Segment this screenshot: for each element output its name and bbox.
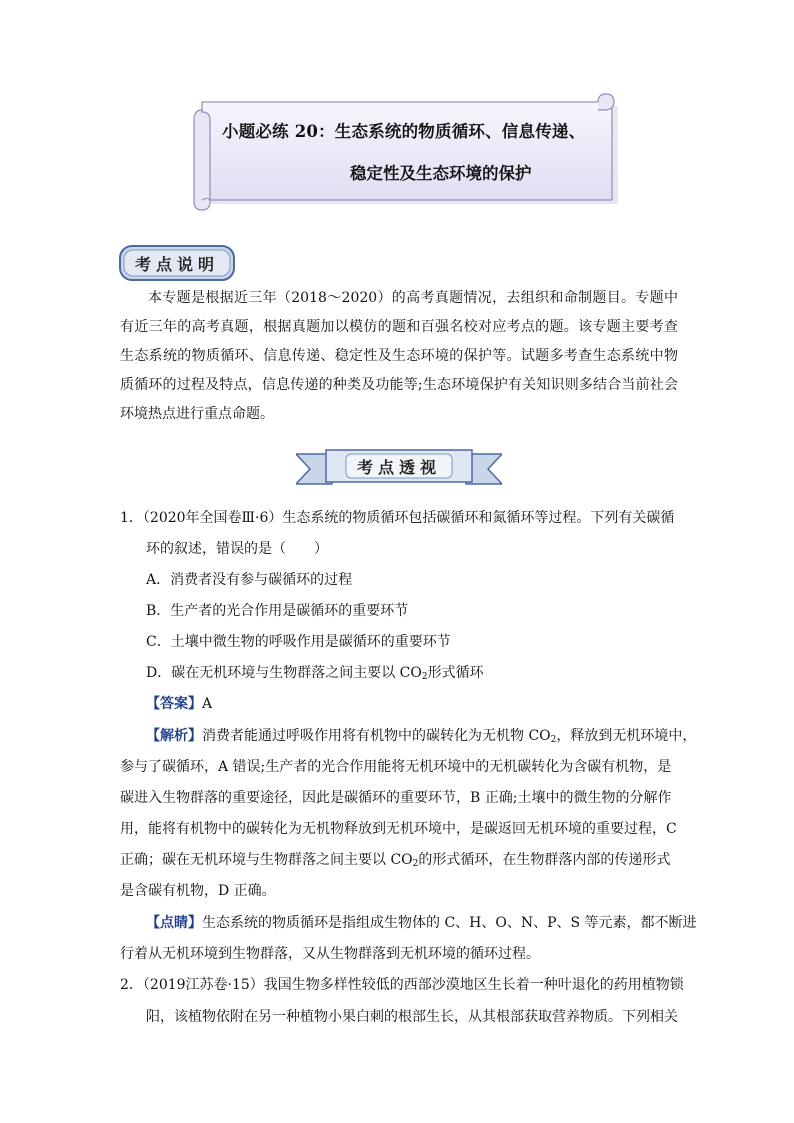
question1-analysis-line6: 是含碳有机物，D 正确。 bbox=[120, 883, 276, 899]
question1-analysis-line3: 碳进入生物群落的重要途径，因此是碳循环的重要环节，B 正确;土壤中的微生物的分解作 bbox=[120, 790, 672, 806]
answer-label: 【答案】 bbox=[146, 696, 202, 712]
question1-tip-line1: 【点睛】生态系统的物质循环是指组成生物体的 C、H、O、N、P、S 等元素，都不断进 bbox=[146, 915, 697, 931]
question1-analysis-line4: 用，能将有机物中的碳转化为无机物释放到无机环境中，是碳返回无机环境的重要过程，C bbox=[120, 821, 677, 837]
answer-value: A bbox=[202, 696, 213, 712]
question1-analysis-line2: 参与了碳循环，A 错误;生产者的光合作用能将无机环境中的无机碳转化为含碳有机物，是 bbox=[120, 759, 672, 775]
question1-option-c: C．土壤中微生物的呼吸作用是碳循环的重要环节 bbox=[146, 634, 451, 650]
page-title-line1: 小题必练 20：生态系统的物质循环、信息传递、 bbox=[222, 122, 586, 141]
section-badge-kaodian-shuoming bbox=[118, 243, 236, 283]
section-intro-paragraph: 本专题是根据近三年（2018～2020）的高考真题情况，去组织和命制题目。专题中有近三年的高考真题，根据真题加以模仿的题和百强名校对应考点的题。该专题主要考查生态系统的物质循环、信息传递、稳定性及生态环境的保护等。试题多考查生态系统中物质循环的过程及特点，信息传递的种类及功能等;生态环境保护有关知识则多结合当前社会环境热点进行重点命题。 bbox=[120, 290, 678, 422]
page-title-line2: 稳定性及生态环境的保护 bbox=[350, 164, 532, 183]
question2-stem-line1: 2．（2019江苏卷·15）我国生物多样性较低的西部沙漠地区生长着一种叶退化的药用植物锁 bbox=[120, 977, 684, 993]
section-badge-label: 考点说明 bbox=[134, 254, 219, 274]
question1-answer bbox=[146, 694, 212, 714]
question1-analysis-line1: 【解析】消费者能通过呼吸作用将有机物中的碳转化为无机物 $CO_2$，释放到无机环境中， bbox=[146, 728, 697, 745]
title-scroll-banner bbox=[190, 92, 620, 212]
question1-analysis-line5: 正确；碳在无机环境与生物群落之间主要以 $CO_2$的形式循环，在生物群落内部的传递形式 bbox=[120, 852, 671, 869]
question1-tip-line2: 行着从无机环境到生物群落，又从生物群落到无机环境的循环过程。 bbox=[120, 946, 540, 962]
question1-option-b: B．生产者的光合作用是碳循环的重要环节 bbox=[146, 603, 409, 619]
section-badge-label: 考点透视 bbox=[356, 457, 441, 477]
question1-stem-line1: 1．（2020年全国卷Ⅲ·6）生态系统的物质循环包括碳循环和氮循环等过程。下列有关碳循 bbox=[120, 510, 675, 526]
scroll-decoration bbox=[190, 92, 620, 212]
question1-option-d: D．碳在无机环境与生物群落之间主要以 $CO_2$形式循环 bbox=[146, 665, 484, 682]
question1-stem-line2: 环的叙述，错误的是（ ） bbox=[146, 541, 328, 557]
analysis-label: 【解析】 bbox=[146, 728, 202, 744]
question1-option-a: A．消费者没有参与碳循环的过程 bbox=[146, 572, 353, 588]
question2-stem-line2: 阳，该植物依附在另一种植物小果白刺的根部生长，从其根部获取营养物质。下列相关 bbox=[146, 1009, 678, 1025]
section-badge-kaodian-toushi bbox=[296, 448, 502, 488]
tip-label: 【点睛】 bbox=[146, 915, 202, 931]
